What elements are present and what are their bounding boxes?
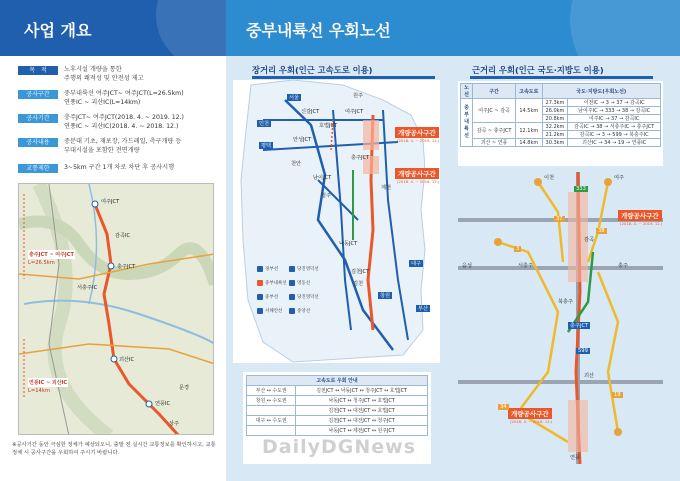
info-tag: 공사기간 [18, 114, 58, 123]
map-section-length: L=14km [28, 388, 50, 394]
info-row [18, 164, 174, 173]
map-place: 연풍IC [155, 401, 171, 407]
road-number: 599 [578, 348, 588, 354]
info-text: 중분대 기초, 재포장, 가드레일, 측구개량 등 [64, 138, 182, 145]
col-header: 구간 [473, 84, 516, 99]
construction-period: (2018. 4. ~ 2018. 12.) [510, 419, 553, 424]
info-text: 연풍IC ~ 괴산IC(2018. 4. ~ 2018. 12.) [64, 122, 179, 130]
right-title: 중부내륙선 우회노선 [246, 21, 391, 40]
info-row [18, 138, 181, 155]
jct-label: 안성JCT [293, 137, 312, 143]
construction-map [18, 183, 214, 435]
legend-item: 당진영덕선 [289, 294, 319, 300]
legend-item: 중부내륙선 [257, 280, 287, 286]
road-number: 37 [556, 216, 563, 222]
info-row [18, 90, 184, 107]
map-place: 충주JCT [117, 264, 136, 270]
place-label: 충주 [618, 263, 629, 269]
map-section-label: 연풍IC ~ 괴산IC [29, 380, 68, 386]
jct-label: 신갈JCT [301, 109, 320, 115]
place-label: 이천 [544, 175, 555, 181]
legend-item: 중앙선 [289, 308, 310, 314]
construction-callout: 개량공사구간 [508, 408, 552, 419]
place-label: 서충주 [518, 263, 534, 269]
table-row: 김천JCT ↔ 대전JCT ↔ 호법JCT [247, 406, 428, 416]
map-section-label: 충주JCT ~ 여주JCT [29, 252, 74, 258]
construction-period: (2018. 4. ~ 2019. 12.) [620, 221, 663, 226]
info-text: 주행의 쾌적성 및 안전성 제고 [64, 74, 144, 82]
table-title: 고속도로 우회 안내 [247, 376, 428, 386]
legend-item: 서해안선 [257, 308, 282, 314]
city-label: 원주 [353, 93, 364, 99]
construction-callout: 개량공사구간 [395, 168, 439, 179]
map-place: 괴산IC [119, 357, 135, 363]
info-text: 노후시설 개량을 통한 [64, 66, 122, 73]
info-row [18, 114, 184, 131]
jct-label: 낙동JCT [339, 241, 358, 247]
map-place: 감곡IC [115, 233, 131, 239]
title-bar [470, 76, 653, 79]
info-text: 중부내륙선 여주JCT~ 여주JCT(L=26.5km) [64, 90, 184, 97]
city-label: 인천 [259, 121, 270, 127]
road-number: 19 [614, 392, 621, 398]
place-label: 괴산 [584, 373, 595, 379]
col-header: 고속도로 [516, 84, 542, 99]
road-number: 3 [516, 246, 520, 252]
map-place: 상주 [169, 421, 180, 427]
table-row: 낙동JCT ↔ 제천JCT ↔ 원주JCT [247, 426, 428, 436]
info-row [18, 66, 144, 83]
info-text: 연풍IC ~ 괴산IC(L=14km) [64, 98, 141, 106]
local-detour-table [458, 81, 663, 166]
map-place: 여주JCT [101, 199, 120, 205]
info-tag: 공사구간 [18, 90, 58, 99]
construction-period: (2018. 4. ~ 2019. 12.) [397, 138, 440, 143]
left-title: 사업 개요 [24, 21, 92, 40]
info-text: 부대시설을 포함한 전면개량 [64, 146, 140, 154]
place-label: 북충주 [558, 299, 574, 305]
table-row: 감곡 ~ 충주JCT 12.1km 32.2km 감곡IC → 38 → 서충주IC → 충주JCT [461, 123, 661, 131]
legend-item: 영동선 [289, 280, 310, 286]
info-tag: 목 적 [18, 66, 58, 75]
construction-callout: 개량공사구간 [618, 210, 662, 221]
city-label: 서울 [289, 95, 300, 101]
short-detour-title: 근거리 우회(인근 국도·지방도 이용) [472, 65, 604, 75]
legend-item: 중부선 [257, 294, 278, 300]
city-label: 창원 [380, 293, 391, 299]
place-label: 감곡 [584, 237, 595, 243]
road-number: 38 [598, 228, 605, 234]
road-number: 34 [500, 404, 507, 410]
left-panel [0, 0, 226, 481]
table-row: 대구 ↔ 수도권 김천JCT ↔ 대전JCT ↔ 청주JCT [247, 416, 428, 426]
construction-period: (2018. 4. ~ 2018. 12.) [397, 179, 440, 184]
table-row: 21.2km 감곡IC → 3 → 599 → 북충주IC [461, 131, 661, 139]
place-label: 여주 [614, 175, 625, 181]
local-detour-map [458, 172, 663, 464]
jct-label: 호법JCT [319, 123, 338, 129]
table-row: 26.0km 남여주IC → 333 → 38 → 감곡IC [461, 107, 661, 115]
city-label: 평택 [261, 143, 272, 149]
city-label: 대구 [411, 261, 422, 267]
legend-item: 경부선 [257, 266, 278, 272]
long-detour-map [233, 80, 440, 363]
place-label: 음성 [462, 263, 473, 269]
jct-label: 김천JCT [351, 269, 370, 275]
construction-callout: 개량공사구간 [395, 127, 439, 138]
map-place: 서충주IC [77, 285, 98, 291]
jct-label: 충주JCT [351, 155, 370, 161]
jct-label: 남이JCT [313, 175, 332, 181]
info-text: 충주JCT~ 여주JCT(2018. 4. ~ 2019. 12.) [64, 114, 184, 121]
notice-text: ※공사기간 동안 극심한 정체가 예상되오니, 출발 전 실시간 교통정보를 확인하시고, 교통정체 시 공사구간을 우회하여 주시기 바랍니다. [12, 442, 216, 456]
city-label: 김천 [353, 281, 364, 287]
city-label: 제천 [381, 185, 392, 191]
map-place: 문경 [179, 385, 190, 391]
road-number: 333 [576, 186, 586, 192]
table-row: 20.8km 여주IC → 37 → 감곡IC [461, 115, 661, 123]
long-detour-title: 장거리 우회(인근 고속도로 이용) [252, 65, 373, 75]
col-header: 노선 [461, 84, 473, 99]
col-header: 국도·지방도(우회노선) [542, 84, 660, 99]
table-row: 중부내륙선 여주JC ~ 감곡 14.5km 27.3km 이천IC → 3 → 37 → 감곡IC [461, 99, 661, 107]
info-text: 3~5km 구간 1개 차로 차단 후 공사시행 [64, 164, 175, 171]
map-graphic [19, 184, 214, 435]
city-label: 청주 [321, 193, 332, 199]
city-label: 부산 [418, 306, 429, 312]
table-row: 부산 ↔ 수도권 김천JCT ↔ 낙동JCT ↔ 청주JCT ↔ 호법JCT [247, 386, 428, 396]
info-tag: 교통제한 [18, 164, 58, 173]
map-section-length: L=26.5km [28, 260, 55, 266]
legend-item: 당진영덕선 [289, 266, 319, 272]
title-bar [252, 76, 435, 79]
table-row: 창원 ↔ 수도권 낙동JCT ↔ 청주JCT ↔ 호법JCT [247, 396, 428, 406]
jct-label: 충주JCT [570, 323, 589, 329]
jct-label: 여주JCT [345, 109, 364, 115]
watermark: DailyDGNews [262, 436, 417, 458]
place-label: 연풍 [570, 455, 581, 461]
city-label: 천안 [291, 161, 302, 167]
info-tag: 공사내용 [18, 138, 58, 147]
table-row: 괴산 ~ 연풍 14.8km 30.3km 괴산IC → 34 → 19 → 연풍IC [461, 139, 661, 147]
